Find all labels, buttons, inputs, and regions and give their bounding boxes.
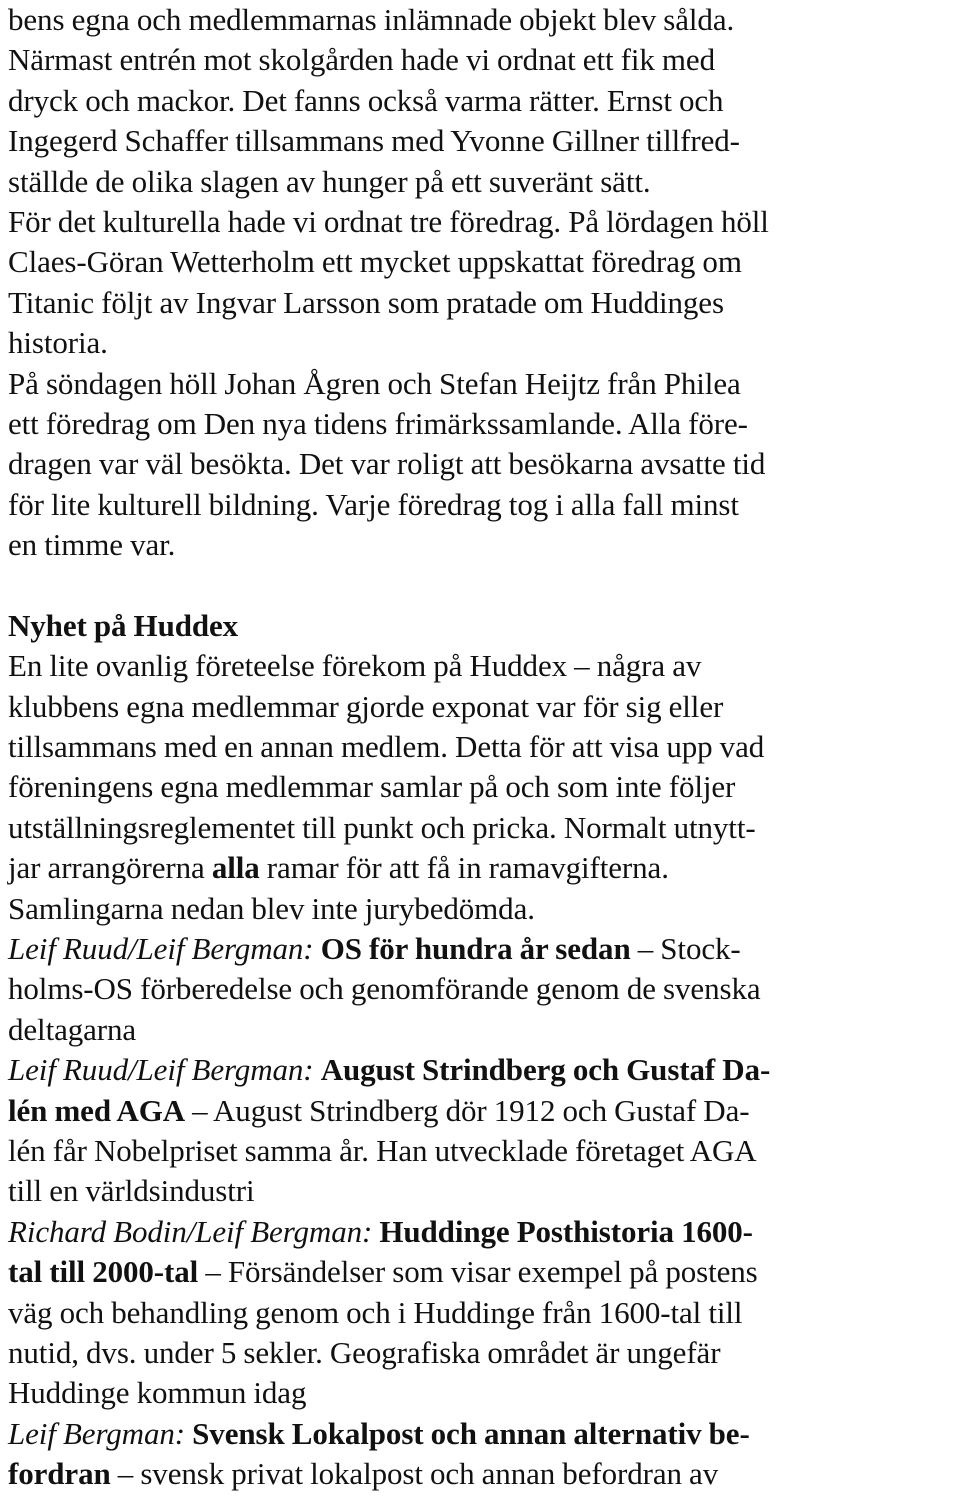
paragraph-fair-sales: bens egna och medlemmarnas inlämnade objekt blev sålda. Närmast entrén mot skolgården hade vi ordnat ett fik med dryck och mackor. Det fanns också varma rätter. Ernst och Ingegerd Schaffer tillsammans med Yvonne Gillner tillfred- ställde de olika slagen av hunger på ett suveränt sätt. (8, 2, 740, 199)
exhibit-title: tal till 2000-tal (8, 1254, 199, 1290)
exhibit-entry: Leif Ruud/Leif Bergman: August Strindberg och Gustaf Da- lén med AGA – August Strindberg dör 1912 och Gustaf Da- lén får Nobelpriset samma år. Han utvecklade företaget AGA till en världsindustri (8, 1052, 771, 1209)
exhibit-entry: Richard Bodin/Leif Bergman: Huddinge Posthistoria 1600- tal till 2000-tal – Försändelser som visar exempel på postens väg och behandling genom och i Huddinge från 1600-tal till nutid, dvs. under 5 sekler. Geografiska området är ungefär Huddinge kommun idag (8, 1213, 758, 1411)
article-page (8, 0, 948, 1495)
paragraph-sunday-lecture: På söndagen höll Johan Ågren och Stefan Heijtz från Philea ett föredrag om Den nya tidens frimärkssamlande. Alla före- dragen var väl besökta. Det var roligt att besökarna avsatte tid för lite kulturell bildning. Varje föredrag tog i alla fall minst en timme var. (8, 365, 766, 563)
paragraph-member-exhibits: En lite ovanlig företeelse förekom på Huddex – några av klubbens egna medlemmar gjorde exponat var för sig eller tillsammans med en annan medlem. Detta för att visa upp vad föreningens egna medlemmar samlar på och som inte följer utställningsreglementet till punkt och pricka. Normalt utnytt- jar arrangörerna alla ramar för att få in ramavgifterna. (8, 648, 765, 886)
paragraph-not-judged: Samlingarna nedan blev inte jurybedömda. (8, 890, 535, 926)
exhibit-title: Huddinge Posthistoria 1600- (379, 1213, 753, 1249)
exhibit-title: August Strindberg och Gustaf Da- (320, 1052, 771, 1088)
emphasis-alla: alla (211, 850, 260, 886)
exhibit-title: Svensk Lokalpost och annan alternativ be- (192, 1415, 750, 1451)
exhibit-title: fordran (8, 1456, 111, 1492)
exhibit-author: Leif Bergman: (8, 1415, 185, 1451)
paragraph-lectures: För det kulturella hade vi ordnat tre föredrag. På lördagen höll Claes-Göran Wetterholm ett mycket uppskattat föredrag om Titanic följt av Ingvar Larsson som pratade om Huddinges historia. (8, 204, 769, 361)
section-heading: Nyhet på Huddex (8, 607, 239, 643)
exhibit-title: lén med AGA (8, 1092, 186, 1128)
exhibit-title: OS för hundra år sedan (320, 930, 631, 966)
exhibit-entry: Leif Bergman: Svensk Lokalpost och annan alternativ be- fordran – svensk privat lokalpost och annan befordran av (8, 1415, 750, 1492)
exhibit-entry: Leif Ruud/Leif Bergman: OS för hundra år sedan – Stock- holms-OS förberedelse och genomförande genom de svenska deltagarna (8, 930, 761, 1047)
exhibit-author: Leif Ruud/Leif Bergman: (8, 1052, 314, 1088)
exhibit-author: Richard Bodin/Leif Bergman: (8, 1213, 373, 1249)
paragraph-gap (8, 566, 948, 606)
exhibit-author: Leif Ruud/Leif Bergman: (8, 930, 314, 966)
